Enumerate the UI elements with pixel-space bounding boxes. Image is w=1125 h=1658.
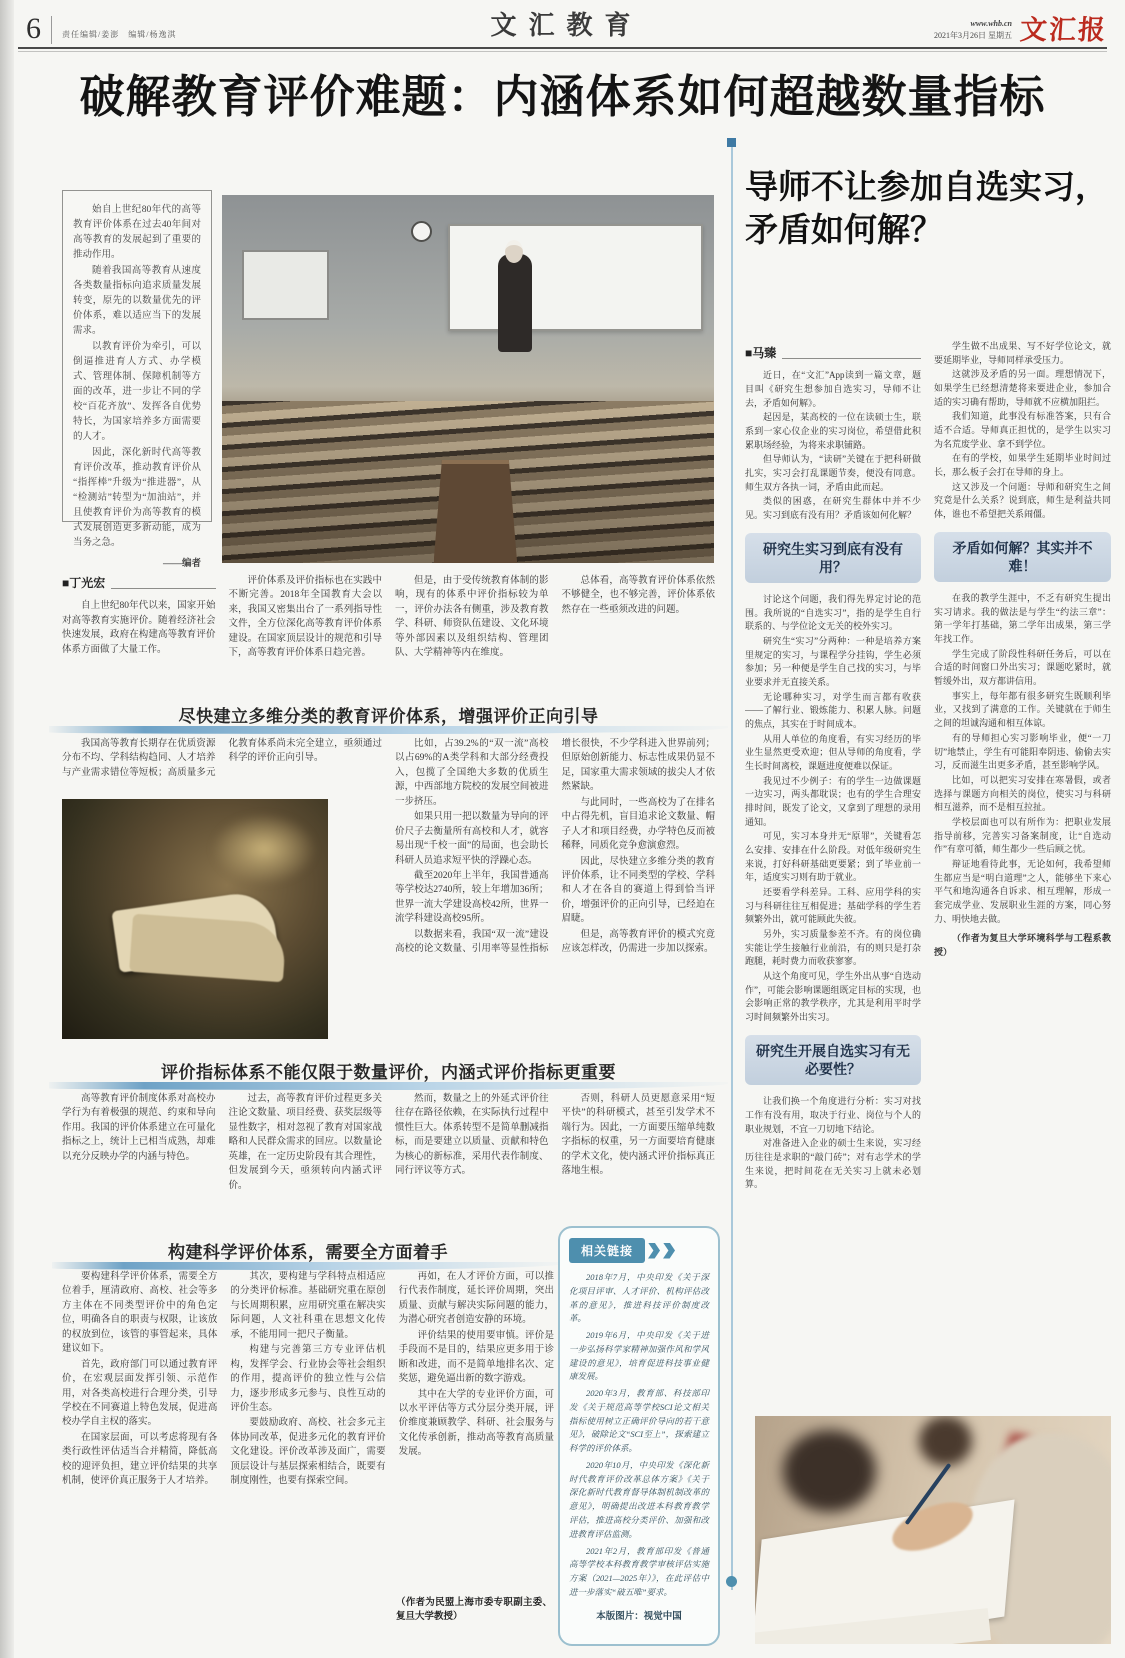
section3-heading bbox=[62, 1238, 554, 1263]
paragraph: 在有的学校，如果学生延期毕业时间过长，那么板子会打在导师的身上。 bbox=[934, 453, 1111, 478]
section2-body bbox=[62, 1092, 715, 1232]
paragraph: 自上世纪80年代以来，国家开始对高等教育实施评价。随着经济社会快速发展，政府在构建高等教育评价体系方面做了大量工作。 bbox=[62, 601, 216, 655]
right-byline-name: ■马臻 bbox=[745, 346, 777, 360]
right-byline bbox=[745, 344, 921, 362]
paragraph: 我见过不少例子：有的学生一边做课题一边实习，两头都耽误；也有的学生合理安排时间，既发了论文，又拿到了理想的录用通知。 bbox=[745, 775, 921, 827]
heading-swoosh bbox=[49, 1082, 728, 1090]
related-links-items bbox=[569, 1271, 709, 1600]
section1-heading bbox=[62, 702, 715, 727]
whiteboard-main bbox=[448, 224, 703, 331]
heading-swoosh bbox=[49, 726, 728, 734]
paragraph: 随着我国高等教育从速度各类数量指标向追求质量发展转变，原先的以数量优先的评价体系，难以适应当下的发展需求。 bbox=[73, 266, 201, 336]
section-title: 文汇教育 bbox=[490, 11, 643, 40]
section3-heading-text: 构建科学评价体系，需要全方面着手 bbox=[168, 1243, 448, 1262]
editor-note-box bbox=[62, 190, 212, 569]
right-col-right-text-2 bbox=[934, 592, 1111, 926]
student-figure bbox=[919, 1416, 972, 1466]
section1-left-text bbox=[62, 737, 382, 789]
student-figure bbox=[783, 1430, 876, 1512]
paragraph: 学生完成了阶段性科研任务后，可以在合适的时间窗口外出实习；课题吃紧时，就暂缓外出，双方都讲信用。 bbox=[934, 648, 1111, 687]
paragraph: 但导师认为，“读研”关键在于把科研做扎实，实习会打乱课题节奏，便没有同意。师生双方各执一词，矛盾由此而起。 bbox=[745, 454, 921, 492]
paragraph: 否则，科研人员更愿意采用“短平快”的科研模式，甚至引发学术不端行为。因此，一方面要压缩单纯数字指标的权重，另一方面要培育健康的学术文化，使内涵式评价指标真正落地生根。 bbox=[561, 1094, 715, 1177]
paragraph: 然而，数量之上的外延式评价往往存在路径依赖，在实际执行过程中惯性巨大。体系转型不是简单删减指标，而是要建立以质量、贡献和特色为核心的新标准，采用代表作制度、同行评议等方式。 bbox=[395, 1094, 549, 1177]
masthead-logo: 文汇报 bbox=[1018, 15, 1109, 45]
editor-note-text bbox=[73, 203, 201, 551]
photo-highlight bbox=[211, 813, 317, 885]
paragraph: 无论哪种实习，对学生而言都有收获——了解行业、锻炼能力、积累人脉。问题的焦点，其实在于时间成本。 bbox=[745, 691, 921, 730]
paragraph: 我们知道，此事没有标准答案，只有合适不合适。导师真正担忧的，是学生以实习为名荒废学业、拿不到学位。 bbox=[934, 411, 1111, 449]
paragraph: 因此，尽快建立多维分类的教育评价体系，让不同类型的学校、学科和人才在各自的赛道上得到恰当评价，增强评价的正向引导，已经迫在眉睫。 bbox=[561, 856, 715, 925]
right-col-left-text-3 bbox=[745, 1095, 921, 1192]
section1-left bbox=[62, 737, 382, 1039]
paragraph: 起因是，某高校的一位在读硕士生，联系到一家心仪企业的实习岗位，希望借此积累职场经验，为将来求职铺路。 bbox=[745, 412, 921, 450]
paragraph: 学校层面也可以有所作为：把职业发展指导前移，完善实习备案制度，让“自选动作”有章可循，师生都少一些后顾之忧。 bbox=[934, 816, 1111, 855]
right-col-left-text-1 bbox=[745, 369, 921, 522]
header-rule bbox=[18, 47, 1107, 49]
related-links-header bbox=[569, 1238, 709, 1263]
subhead-box-1: 研究生实习到底有没有用？ bbox=[745, 533, 921, 583]
main-headline: 破解教育评价难题：内涵体系如何超越数量指标 bbox=[79, 71, 1046, 122]
paragraph: 类似的困惑，在研究生群体中并不少见。实习到底有没有用？矛盾该如何化解？ bbox=[745, 496, 921, 520]
related-links-box bbox=[558, 1226, 720, 1646]
paragraph: 我国高等教育长期存在优质资源分布不均、学科结构趋同、人才培养与产业需求错位等短板；高质量多元化教育体系尚未完全建立，亟须通过科学的评价正向引导。 bbox=[62, 739, 382, 778]
chevron-icon bbox=[648, 1243, 660, 1259]
main-byline-name: ■丁光宏 bbox=[62, 576, 106, 590]
paragraph: 以数据来看，我国“双一流”建设高校的论文数量、引用率等显性指标增长很快，不少学科进入世界前列；但原始创新能力、标志性成果仍显不足，国家重大需求领域的拔尖人才依然紧缺。 bbox=[395, 739, 715, 955]
whiteboard-left bbox=[242, 250, 330, 320]
heading-swoosh bbox=[52, 1262, 564, 1270]
paragraph: 在我的教学生涯中，不乏有研究生提出实习请求。我的做法是与学生“约法三章”：第一学年打基础，第二学年出成果，第三学年找工作。 bbox=[934, 593, 1111, 645]
scan-edge bbox=[0, 0, 14, 1658]
paragraph: 这就涉及矛盾的另一面。理想情况下，如果学生已经想清楚将来要进企业，参加合适的实习确有帮助，导师就不应横加阻拦。 bbox=[934, 369, 1111, 407]
paragraph: 在国家层面，可以考虑将现有各类行政性评估适当合并精简，降低高校的迎评负担，建立评价结果的共享机制，使评价真正服务于人才培养。 bbox=[62, 1432, 218, 1487]
right-article-col-right bbox=[934, 340, 1111, 1412]
section1-body bbox=[62, 737, 715, 1039]
subhead-box-2: 矛盾如何解？其实并不难！ bbox=[934, 532, 1111, 582]
lecture-hall-photo bbox=[222, 195, 714, 563]
intro-columns bbox=[62, 574, 715, 696]
paragraph: 从用人单位的角度看，有实习经历的毕业生显然更受欢迎；但从导师的角度看，学生长时间离校，课题进度便难以保证。 bbox=[745, 733, 921, 772]
page-number: 6 bbox=[26, 12, 41, 45]
paragraph: 构建与完善第三方专业评估机构，发挥学会、行业协会等社会组织的作用，提高评价的独立性与公信力，逐步形成多元参与、良性互动的评价生态。 bbox=[230, 1345, 386, 1413]
main-byline bbox=[62, 574, 216, 592]
right-col-right-text-1 bbox=[934, 340, 1111, 522]
podium bbox=[434, 460, 518, 563]
paragraph: 如果只用一把以数量为导向的评价尺子去衡量所有高校和人才，就容易出现“千校一面”的局面，也会助长科研人员追求短平快的浮躁心态。 bbox=[395, 812, 549, 866]
paragraph: 始自上世纪80年代的高等教育评价体系在过去40年间对高等教育的发展起到了重要的推动作用。 bbox=[73, 205, 201, 260]
paragraph: 2018年7月，中央印发《关于深化项目评审、人才评价、机构评估改革的意见》，推进科技评价制度改革。 bbox=[569, 1272, 709, 1324]
right-col-left-text-2 bbox=[745, 593, 921, 1025]
paragraph: 以教育评价为牵引，可以倒逼推进育人方式、办学模式、管理体制、保障机制等方面的改革，进一步让不同的学校“百花齐放”、发挥各自优势特长，为国家培养多方面需要的人才。 bbox=[73, 342, 201, 442]
photo-credit: 本版图片：视觉中国 bbox=[596, 1611, 682, 1622]
paragraph: 学生做不出成果、写不好学位论文，就要延期毕业，导师同样承受压力。 bbox=[934, 341, 1111, 365]
column-divider bbox=[731, 142, 733, 1590]
paragraph: 可见，实习本身并无“原罪”，关键看怎么安排、安排在什么阶段。对低年级研究生来说，打好科研基础更要紧；到了毕业前一年，适度实习则有助于就业。 bbox=[745, 831, 921, 883]
paragraph: 2019年6月，中央印发《关于进一步弘扬科学家精神加强作风和学风建设的意见》，培育促进科技事业健康发展。 bbox=[569, 1330, 709, 1382]
teacher-figure bbox=[498, 254, 532, 352]
paragraph: 2020年3月，教育部、科技部印发《关于规范高等学校SCI论文相关指标使用树立正确评价导向的若干意见》，破除论文“SCI至上”，探索建立科学的评价体系。 bbox=[569, 1388, 709, 1454]
header-rule-light bbox=[18, 51, 1107, 52]
classroom-writing-photo bbox=[755, 1416, 1111, 1644]
issue-date: 2021年3月26日 星期五 bbox=[934, 31, 1012, 40]
section2-heading bbox=[62, 1058, 715, 1083]
website-url: www.whb.cn bbox=[970, 19, 1012, 28]
paragraph: 讨论这个问题，我们得先界定讨论的范围。我所说的“自选实习”，指的是学生自行联系的、与学位论文无关的校外实习。 bbox=[745, 594, 921, 632]
books-on-grass-photo bbox=[62, 799, 328, 1039]
byline-rule bbox=[111, 588, 215, 589]
paragraph: 首先，政府部门可以通过教育评价，在宏观层面发挥引领、示范作用，对各类高校进行合理分类，引导学校在不同赛道上特色发展，促进高校办学自主权的落实。 bbox=[62, 1359, 218, 1428]
paragraph: 从这个角度可见，学生外出从事“自选动作”，可能会影响课题组既定目标的实现，也会影响正常的教学秩序，尤其是利用平时学习时间频繁外出实习。 bbox=[745, 971, 921, 1023]
chevron-icon bbox=[663, 1243, 675, 1259]
paragraph: 研究生“实习”分两种：一种是培养方案里规定的实习，与课程学分挂钩，学生必须参加；另一种便是学生自己找的实习，与毕业要求并无直接关系。 bbox=[745, 636, 921, 688]
paragraph: 2020年10月，中央印发《深化新时代教育评价改革总体方案》《关于深化新时代教育督导体制机制改革的意见》，明确提出改进本科教育教学评估，推进高校分类评价、加强和改进教育评估监测。 bbox=[569, 1459, 709, 1539]
page-header bbox=[26, 8, 1107, 44]
paragraph: 其中在大学的专业评价方面，可以水平评估等方式分层分类开展，评价维度兼顾教学、科研、社会服务与文化传承创新，推动高等教育高质量发展。 bbox=[398, 1389, 554, 1458]
main-author-note: （作者为民盟上海市委专职副主委、复旦大学教授） bbox=[396, 1598, 552, 1623]
paragraph: 但是，高等教育评价的模式究竟应该怎样改，仍需进一步加以探索。 bbox=[561, 929, 715, 955]
right-article-title: 导师不让参加自选实习，矛盾如何解？ bbox=[745, 168, 1108, 248]
paragraph: 再如，在人才评价方面，可以推行代表作制度，延长评价周期，突出质量、贡献与解决实际问题的能力，为潜心研究者创造安静的环境。 bbox=[398, 1272, 554, 1326]
paragraph: 辩证地看待此事，无论如何，我希望师生都应当是“明白道理”之人，能够坐下来心平气和地沟通各自诉求、相互理解，形成一套完成学业、发展职业生涯的方案，同心努力、明快地去做。 bbox=[934, 858, 1111, 924]
divider-cap bbox=[727, 138, 736, 147]
paragraph: 2021年2月，教育部印发《普通高等学校本科教育教学审核评估实施方案（2021—2025年）》，在此评估中进一步落实“破五唯”要求。 bbox=[569, 1545, 709, 1597]
paragraph: 近日，在“文汇”App读到一篇文章，题目叫《研究生想参加自选实习，导师不让去，矛盾如何解》。 bbox=[745, 370, 921, 408]
right-author-note: （作者为复旦大学环境科学与工程系教授） bbox=[934, 933, 1111, 957]
paragraph: 总体看，高等教育评价体系依然不够健全，也不够完善，评价体系依然存在一些亟须改进的问题。 bbox=[561, 576, 715, 615]
paragraph: 比如，占39.2%的“双一流”高校以占69%的A类学科和大部分经费投入，包揽了全国绝大多数的优质生源，中西部地方院校的发展空间被进一步挤压。 bbox=[395, 739, 549, 807]
paragraph: 比如，可以把实习安排在寒暑假，或者选择与课题方向相关的岗位，使实习与科研相互滋养，而不是相互拉扯。 bbox=[934, 774, 1111, 813]
paragraph: 与此同时，一些高校为了在排名中占得先机，盲目追求论文数量、帽子人才和项目经费，办学特色反而被稀释，同质化竞争愈演愈烈。 bbox=[561, 797, 715, 852]
paragraph: 让我们换一个角度进行分析：实习对找工作有没有用，取决于行业、岗位与个人的职业规划，不宜一刀切地下结论。 bbox=[745, 1096, 921, 1134]
paragraph: 评价结果的使用要审慎。评价是手段而不是目的，结果应更多用于诊断和改进，而不是简单地排名次、定奖惩，避免逼出新的数字游戏。 bbox=[398, 1330, 554, 1385]
paragraph: 截至2020年上半年，我国普通高等学校达2740所，较上年增加36所；世界一流大学建设高校42所，世界一流学科建设高校95所。 bbox=[395, 870, 549, 925]
paragraph: 另外，实习质量参差不齐。有的岗位确实能让学生接触行业前沿，有的则只是打杂跑腿，耗时费力而收获寥寥。 bbox=[745, 929, 921, 967]
section1-heading-text: 尽快建立多维分类的教育评价体系，增强评价正向引导 bbox=[178, 707, 599, 726]
paragraph: 因此，深化新时代高等教育评价改革，推动教育评价从“指挥棒”升级为“推进器”，从“检测站”转型为“加油站”，并且使教育评价为高等教育的模式发展创造更多新动能，成为当务之急。 bbox=[73, 448, 201, 548]
paragraph: 过去，高等教育评价过程更多关注论文数量、项目经费、获奖层级等显性数字，相对忽视了教育对国家战略和人民群众需求的回应。以数量论英雄，在一定历史阶段有其合理性，但发展到今天，亟须转向内涵式评价。 bbox=[228, 1094, 382, 1191]
byline-rule bbox=[782, 358, 921, 359]
paragraph: 这又涉及一个问题：导师和研究生之间究竟是什么关系？说到底，师生是利益共同体，谁也不希望把关系闹僵。 bbox=[934, 481, 1111, 520]
related-links-tag: 相关链接 bbox=[569, 1238, 645, 1263]
paragraph: 高等教育评价制度体系对高校办学行为有着极强的规范、约束和导向作用。我国的评价体系建立在可量化指标之上，统计上已相当成熟，却难以充分反映办学的内涵与特色。 bbox=[62, 1094, 216, 1162]
paragraph: 评价体系及评价指标也在实践中不断完善。2018年全国教育大会以来，我国又密集出台了一系列指导性文件，全方位深化高等教育评价体系建设。在国家顶层设计的规范和引导下，高等教育评价体系日趋完善。 bbox=[228, 576, 382, 659]
paragraph: 要构建科学评价体系，需要全方位着手，厘清政府、高校、社会等多方主体在不同类型评价中的角色定位，明确各自的职责与权限，让该放的权放到位，该管的事管起来，具体建议如下。 bbox=[62, 1272, 218, 1355]
divider-dot bbox=[726, 1576, 737, 1587]
subhead-box-3: 研究生开展自选实习有无必要性？ bbox=[745, 1035, 921, 1085]
paragraph: 事实上，每年都有很多研究生既顺利毕业，又找到了满意的工作。关键就在于师生之间的坦诚沟通和相互体谅。 bbox=[934, 690, 1111, 729]
paragraph: 对准备进入企业的硕士生来说，实习经历往往是求职的“敲门砖”；对有志学术的学生来说，把时间花在无关实习上就未必划算。 bbox=[745, 1138, 921, 1190]
paragraph: 还要看学科差异。工科、应用学科的实习与科研往往互相促进；基础学科的学生若频繁外出，就可能顾此失彼。 bbox=[745, 887, 921, 925]
paragraph: 其次，要构建与学科特点相适应的分类评价标准。基础研究重在原创与长周期积累，应用研究重在解决实际问题，人文社科重在思想文化传承，不能用同一把尺子衡量。 bbox=[230, 1272, 386, 1340]
paragraph: 但是，由于受传统教育体制的影响，现有的体系中评价指标较为单一，评价办法各有侧重，涉及教育教学、科研、师资队伍建设、文化环境等外部因素以及组织结构、管理团队、大学精神等内在维度。 bbox=[395, 576, 549, 659]
paragraph: 有的导师担心实习影响毕业，便“一刀切”地禁止，学生有可能阳奉阴违、偷偷去实习，反而滋生出更多矛盾，甚至影响学风。 bbox=[934, 732, 1111, 771]
section2-heading-text: 评价指标体系不能仅限于数量评价，内涵式评价指标更重要 bbox=[161, 1063, 616, 1082]
wall-clock bbox=[411, 221, 432, 242]
right-article-col-left bbox=[745, 344, 921, 1410]
editor-note-signature: ——编者 bbox=[162, 559, 201, 569]
paragraph: 要鼓励政府、高校、社会多元主体协同改革，促进多元化的教育评价文化建设。评价改革涉及面广，需要顶层设计与基层探索相结合，既要有制度刚性，也要有探索空间。 bbox=[230, 1418, 386, 1487]
section1-right-text bbox=[395, 737, 715, 1039]
editors-credit: 责任编辑/姜澎 编辑/杨逸淇 bbox=[62, 30, 177, 39]
